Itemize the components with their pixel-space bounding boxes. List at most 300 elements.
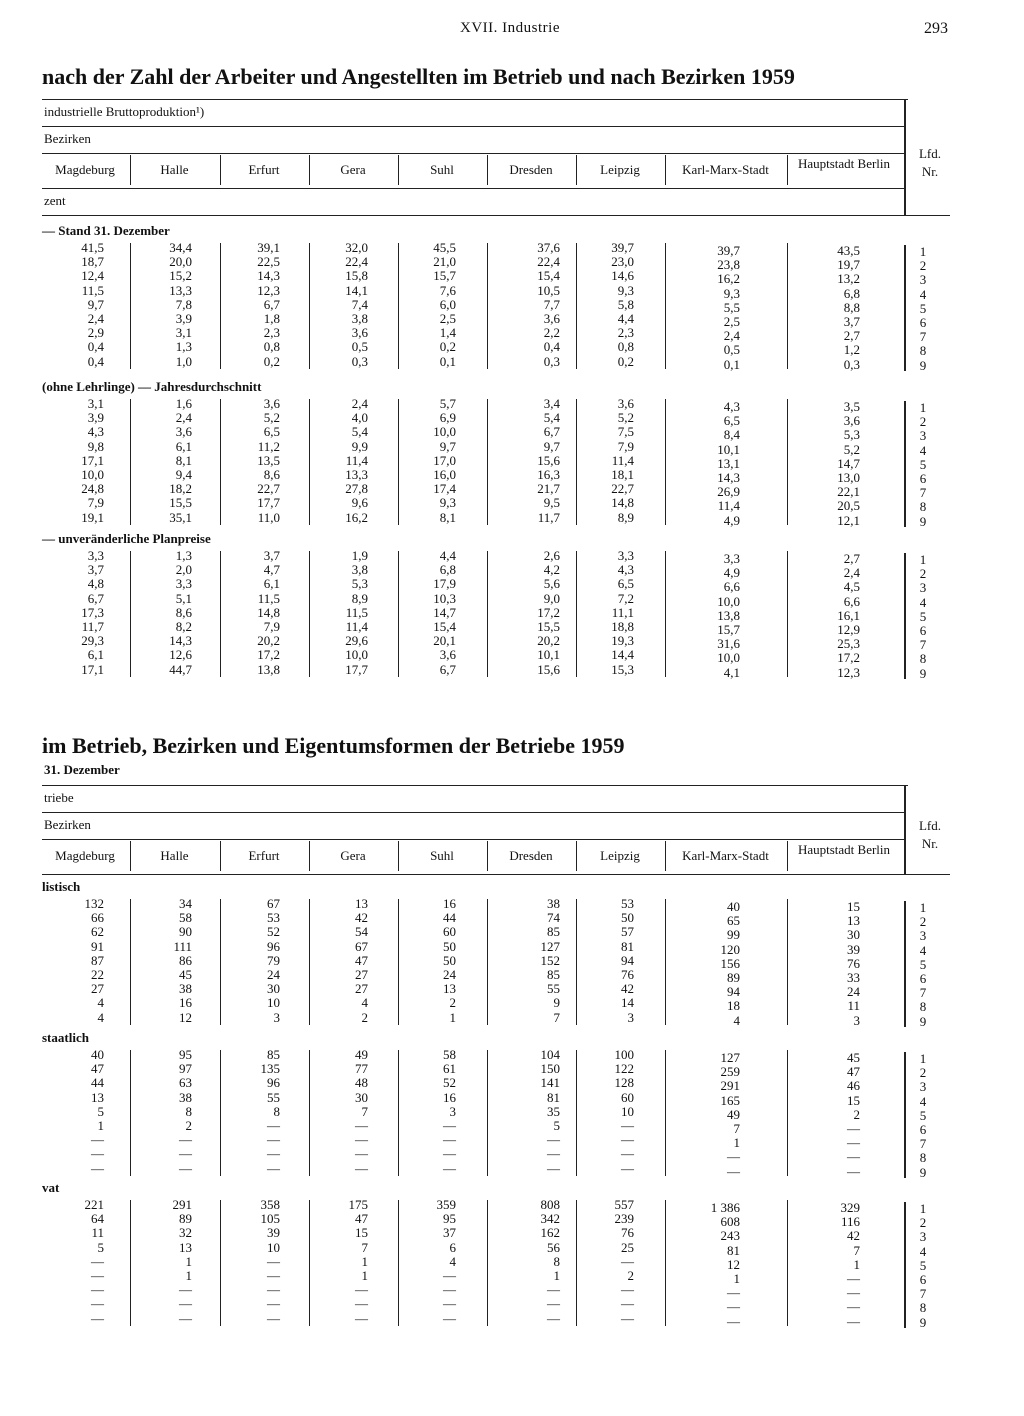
table-cell: 329: [840, 1200, 860, 1215]
table-cell: 89: [179, 1211, 192, 1227]
column-header-4: Gera: [340, 848, 366, 863]
lfd-divider: [904, 401, 906, 527]
table-cell: 8,1: [439, 509, 456, 525]
column-header-3: Erfurt: [248, 162, 280, 177]
table-cell: —: [443, 1146, 456, 1162]
column-header-divider: [576, 841, 577, 871]
row-number: 2: [919, 258, 927, 274]
table-cell: 5,2: [263, 410, 280, 426]
column-divider: [787, 1200, 788, 1326]
row-number: 4: [919, 286, 927, 302]
table-cell: 3: [449, 1103, 456, 1119]
table-cell: 25: [621, 1239, 634, 1255]
table-cell: 8,4: [723, 427, 740, 443]
table-cell: —: [91, 1282, 104, 1298]
table-cell: 8,8: [843, 299, 860, 315]
table-cell: 18,1: [611, 467, 634, 482]
table-cell: 359: [436, 1197, 456, 1212]
table-cell: —: [91, 1268, 104, 1283]
table-cell: 1: [733, 1135, 740, 1151]
row-number: 3: [919, 1079, 927, 1095]
table-cell: 14,3: [169, 633, 192, 649]
column-divider: [130, 243, 131, 369]
table-cell: 11: [847, 998, 860, 1014]
table-cell: 7,6: [439, 282, 456, 298]
column-header-divider: [487, 155, 488, 185]
table-cell: 3,4: [543, 396, 560, 411]
table-cell: 6,6: [843, 593, 860, 609]
table-cell: —: [621, 1132, 634, 1148]
row-number: 9: [919, 1314, 927, 1330]
table-cell: 162: [540, 1225, 560, 1241]
column-divider: [487, 399, 488, 525]
table-cell: 6,5: [617, 576, 634, 592]
row-number: 5: [919, 1107, 927, 1123]
table-cell: 10,0: [345, 647, 368, 663]
row-number: 9: [919, 665, 927, 681]
table-cell: 40: [91, 1047, 104, 1062]
table-cell: 85: [267, 1047, 280, 1062]
table-2-rule-2: [42, 812, 904, 813]
column-header-divider: [130, 155, 131, 185]
table-cell: 4,4: [617, 311, 634, 326]
row-number: 1: [919, 400, 927, 415]
table-cell: 10,0: [433, 424, 456, 440]
row-number: 4: [919, 1243, 927, 1259]
column-header-2: Halle: [160, 848, 189, 863]
table-cell: 0,2: [263, 353, 280, 369]
table-cell: 18,2: [169, 481, 192, 497]
section-1-title: nach der Zahl der Arbeiter und Angestellten im Betrieb und nach Bezirken 1959: [42, 64, 795, 89]
table-cell: 4,5: [843, 579, 860, 595]
table-cell: 8: [553, 1253, 560, 1269]
row-number: 2: [919, 1065, 927, 1081]
row-number: 1: [919, 244, 927, 259]
table-cell: 2,3: [617, 325, 634, 341]
table-2-rule-4: [42, 874, 950, 875]
column-divider: [665, 551, 666, 677]
table-cell: —: [443, 1282, 456, 1298]
table-cell: 2,2: [543, 325, 560, 341]
table-cell: 22,7: [611, 481, 634, 497]
table-cell: —: [547, 1132, 560, 1148]
table-cell: 13,0: [837, 470, 860, 485]
table-cell: 8,1: [175, 452, 192, 468]
table-cell: 65: [727, 913, 740, 929]
table-cell: 10,0: [717, 650, 740, 666]
table-cell: 49: [727, 1106, 740, 1122]
table-cell: 156: [720, 955, 740, 971]
table-cell: —: [621, 1253, 634, 1269]
table-cell: 152: [540, 952, 560, 968]
table-cell: 15,4: [433, 619, 456, 634]
table-cell: 10,3: [433, 590, 456, 606]
table-cell: 4: [97, 1009, 104, 1025]
table-cell: —: [547, 1296, 560, 1312]
table-cell: 74: [547, 910, 560, 926]
table-cell: 291: [720, 1078, 740, 1094]
table-2-lfd-label: Lfd.: [918, 818, 942, 833]
table-cell: 0,5: [351, 339, 368, 355]
table-cell: 4,9: [723, 512, 740, 528]
table-cell: 0,4: [87, 339, 104, 355]
row-number: 7: [919, 485, 927, 501]
table-cell: 8,9: [617, 509, 634, 525]
table-cell: 1: [97, 1118, 104, 1133]
table-cell: 6: [449, 1239, 456, 1255]
table-cell: 2: [361, 1009, 368, 1025]
table-cell: 9,7: [543, 438, 560, 454]
row-number: 7: [919, 1136, 927, 1152]
table-cell: 9: [553, 995, 560, 1011]
table-cell: 2: [449, 995, 456, 1011]
table-cell: 20,2: [537, 633, 560, 649]
table-cell: 5: [97, 1103, 104, 1119]
table-cell: 808: [540, 1197, 560, 1212]
table-cell: 239: [614, 1211, 634, 1227]
table-cell: 105: [260, 1211, 280, 1227]
table-cell: —: [179, 1310, 192, 1326]
table-cell: —: [847, 1163, 860, 1179]
table-cell: 2,5: [723, 314, 740, 329]
table-cell: 13: [443, 981, 456, 997]
table-cell: —: [847, 1121, 860, 1136]
table-cell: 0,3: [843, 356, 860, 372]
table-cell: 17,7: [257, 495, 280, 511]
column-divider: [130, 899, 131, 1025]
table-cell: 16: [443, 896, 456, 911]
row-number: 8: [919, 651, 927, 667]
column-header-5: Suhl: [430, 162, 454, 177]
table-cell: 7: [733, 1121, 740, 1136]
table-cell: 15,3: [611, 661, 634, 677]
table-cell: 2,4: [723, 328, 740, 344]
table-cell: 9,3: [723, 285, 740, 301]
row-number: 4: [919, 942, 927, 958]
table-cell: 9,4: [175, 467, 192, 482]
table-cell: 17,3: [81, 604, 104, 620]
table-cell: 27,8: [345, 481, 368, 497]
table-cell: 2,4: [175, 410, 192, 426]
table-cell: —: [547, 1282, 560, 1298]
table-cell: 11,4: [717, 498, 740, 514]
row-number: 3: [919, 580, 927, 596]
table-cell: 4: [361, 995, 368, 1011]
lfd-divider: [904, 901, 906, 1027]
table-cell: 3,6: [843, 413, 860, 429]
table-cell: 17,1: [81, 452, 104, 468]
table-cell: 47: [847, 1064, 860, 1080]
table-cell: —: [443, 1118, 456, 1133]
table-cell: 13: [355, 896, 368, 911]
column-header-6: Dresden: [509, 162, 553, 177]
column-header-divider: [398, 155, 399, 185]
table-cell: 50: [621, 910, 634, 926]
table-cell: 3,6: [617, 396, 634, 411]
column-divider: [787, 399, 788, 525]
table-cell: 4,3: [87, 424, 104, 440]
table-cell: 38: [179, 1089, 192, 1105]
column-header-3: Erfurt: [248, 848, 280, 863]
row-number: 6: [919, 1122, 927, 1137]
table-cell: —: [267, 1146, 280, 1162]
table-cell: 48: [355, 1075, 368, 1091]
table-cell: 91: [91, 938, 104, 954]
column-divider: [665, 1050, 666, 1176]
table-2-top-rule: [42, 785, 908, 786]
row-number: 9: [919, 357, 927, 373]
table-cell: 15: [847, 1092, 860, 1108]
table-cell: 2,9: [87, 325, 104, 341]
table-cell: 11: [91, 1225, 104, 1241]
table-cell: 49: [355, 1047, 368, 1062]
table-cell: 3,6: [351, 325, 368, 341]
table-cell: 8,2: [175, 619, 192, 634]
table-cell: 38: [179, 981, 192, 997]
column-header-6: Dresden: [509, 848, 553, 863]
table-cell: 8: [185, 1103, 192, 1119]
table-cell: —: [443, 1268, 456, 1283]
table-cell: 30: [267, 981, 280, 997]
table-cell: 1: [733, 1271, 740, 1286]
table-cell: 17,2: [257, 647, 280, 663]
table-cell: 43,5: [837, 243, 860, 258]
table-cell: 90: [179, 924, 192, 940]
lfd-divider: [904, 1202, 906, 1328]
table-cell: 2: [627, 1268, 634, 1283]
row-number: 8: [919, 999, 927, 1015]
table-cell: 12: [727, 1256, 740, 1272]
table-cell: 44: [443, 910, 456, 926]
column-header-divider: [787, 155, 788, 185]
table-cell: 39,7: [611, 240, 634, 255]
table-cell: 14,3: [257, 268, 280, 284]
table-cell: 2,3: [263, 325, 280, 341]
table-cell: —: [355, 1310, 368, 1326]
row-number: 9: [919, 513, 927, 529]
table-cell: —: [621, 1282, 634, 1298]
table-cell: 6,7: [263, 296, 280, 312]
table-cell: 22,4: [537, 254, 560, 270]
row-number: 4: [919, 1093, 927, 1109]
running-header: XVII. Industrie: [460, 20, 560, 36]
row-number: 5: [919, 1257, 927, 1273]
table-cell: 11,5: [345, 604, 368, 620]
table-cell: 96: [267, 1075, 280, 1091]
table-1-rule-3: [42, 153, 904, 154]
table-cell: 15: [355, 1225, 368, 1241]
table-cell: 22: [91, 967, 104, 982]
table-cell: —: [267, 1282, 280, 1298]
table-cell: 14,7: [433, 604, 456, 620]
table-2-lfd-divider: [904, 785, 906, 875]
table-cell: 12,9: [837, 622, 860, 637]
column-divider: [130, 551, 131, 677]
table-2-header-line1: triebe: [44, 790, 74, 805]
table-cell: 3,7: [263, 548, 280, 563]
column-header-divider: [309, 841, 310, 871]
table-cell: 9,3: [439, 495, 456, 511]
table-cell: 76: [621, 967, 634, 982]
table-cell: 100: [614, 1047, 634, 1062]
table-cell: 1,2: [843, 342, 860, 358]
table-cell: —: [727, 1299, 740, 1315]
table-cell: 41,5: [81, 240, 104, 255]
table-cell: 9,7: [87, 296, 104, 312]
table-cell: 17,7: [345, 661, 368, 677]
table-cell: 175: [348, 1197, 368, 1212]
table-cell: 7: [361, 1103, 368, 1119]
row-number: 6: [919, 1272, 927, 1287]
table-cell: 1,9: [351, 548, 368, 563]
table-cell: 60: [621, 1089, 634, 1105]
table-cell: 35,1: [169, 509, 192, 525]
table-cell: 21,7: [537, 481, 560, 497]
table-cell: —: [727, 1163, 740, 1179]
row-number: 6: [919, 971, 927, 986]
table-cell: —: [355, 1146, 368, 1162]
table-cell: 2,6: [543, 548, 560, 563]
table-cell: 3,3: [723, 551, 740, 566]
row-number: 3: [919, 928, 927, 944]
table-cell: 32,0: [345, 240, 368, 255]
table-cell: —: [91, 1310, 104, 1326]
table-cell: 42: [355, 910, 368, 926]
table-cell: 141: [540, 1075, 560, 1091]
table-cell: 53: [267, 910, 280, 926]
row-number: 6: [919, 315, 927, 330]
table-cell: —: [179, 1282, 192, 1298]
table-cell: —: [355, 1160, 368, 1176]
table-cell: —: [91, 1132, 104, 1148]
table-cell: 8: [273, 1103, 280, 1119]
table-cell: —: [547, 1160, 560, 1176]
table-cell: 2: [185, 1118, 192, 1133]
table-cell: 42: [847, 1228, 860, 1244]
table-cell: 128: [614, 1075, 634, 1091]
table-cell: —: [621, 1160, 634, 1176]
table-cell: 14: [621, 995, 634, 1011]
table-cell: 13,2: [837, 271, 860, 287]
table-cell: 34,4: [169, 240, 192, 255]
table-cell: 20,0: [169, 254, 192, 270]
table-cell: 1,8: [263, 311, 280, 326]
table-cell: 86: [179, 952, 192, 968]
table-cell: 12,1: [837, 512, 860, 528]
table-cell: 30: [355, 1089, 368, 1105]
table-cell: 5,3: [843, 427, 860, 443]
table-cell: 1: [853, 1256, 860, 1272]
table-cell: 14,6: [611, 268, 634, 284]
row-number: 2: [919, 1215, 927, 1231]
table-cell: 165: [720, 1092, 740, 1108]
table-cell: 44,7: [169, 661, 192, 677]
table-cell: —: [547, 1146, 560, 1162]
table-cell: 11,7: [537, 509, 560, 525]
column-header-4: Gera: [340, 162, 366, 177]
table-cell: —: [267, 1296, 280, 1312]
table-cell: 608: [720, 1214, 740, 1230]
table-cell: 13: [179, 1239, 192, 1255]
table-cell: 9,8: [87, 438, 104, 454]
table-cell: 15,5: [169, 495, 192, 511]
table-cell: 7: [361, 1239, 368, 1255]
row-number: 9: [919, 1164, 927, 1180]
row-number: 4: [919, 442, 927, 458]
table-cell: 10,1: [537, 647, 560, 663]
table-cell: 4,0: [351, 410, 368, 426]
table-cell: 53: [621, 896, 634, 911]
table-cell: 16,2: [345, 509, 368, 525]
block-label: (ohne Lehrlinge) — Jahresdurchschnitt: [42, 379, 262, 394]
section-2-subtitle: 31. Dezember: [44, 762, 120, 777]
table-cell: 62: [91, 924, 104, 940]
row-number: 4: [919, 594, 927, 610]
table-cell: 111: [173, 938, 192, 954]
table-cell: 342: [540, 1211, 560, 1227]
table-cell: —: [267, 1268, 280, 1283]
table-cell: 2,7: [843, 551, 860, 566]
table-cell: 0,8: [263, 339, 280, 355]
column-header-1: Magdeburg: [55, 848, 115, 863]
column-header-9: Hauptstadt Berlin: [797, 156, 891, 171]
table-cell: 5: [553, 1118, 560, 1133]
table-cell: 13: [847, 913, 860, 929]
table-cell: 0,8: [617, 339, 634, 355]
table-cell: 10: [621, 1103, 634, 1119]
table-cell: 95: [443, 1211, 456, 1227]
table-cell: 5,7: [439, 396, 456, 411]
lfd-divider: [904, 553, 906, 679]
block-label: — Stand 31. Dezember: [42, 223, 170, 238]
table-cell: 21,0: [433, 254, 456, 270]
table-cell: 6,1: [87, 647, 104, 663]
table-cell: —: [179, 1132, 192, 1148]
table-cell: 11,0: [257, 509, 280, 525]
table-cell: 50: [443, 952, 456, 968]
table-cell: 15,4: [537, 268, 560, 284]
table-cell: 24: [443, 967, 456, 982]
table-cell: 32: [179, 1225, 192, 1241]
table-cell: 122: [614, 1061, 634, 1077]
table-1-nr-label: Nr.: [921, 164, 939, 179]
table-cell: 13,8: [717, 607, 740, 623]
table-cell: 11,4: [611, 452, 634, 468]
table-cell: 135: [260, 1061, 280, 1077]
column-divider: [787, 899, 788, 1025]
table-cell: 47: [355, 1211, 368, 1227]
table-cell: 39,1: [257, 240, 280, 255]
table-cell: 58: [179, 910, 192, 926]
row-number: 8: [919, 343, 927, 359]
column-divider: [665, 899, 666, 1025]
column-divider: [665, 1200, 666, 1326]
table-cell: —: [847, 1135, 860, 1151]
table-cell: 13,1: [717, 455, 740, 471]
table-cell: 16: [443, 1089, 456, 1105]
table-cell: 12: [179, 1009, 192, 1025]
table-cell: 4,4: [439, 548, 456, 563]
table-cell: 5,6: [543, 576, 560, 592]
column-header-7: Leipzig: [600, 162, 640, 177]
table-cell: 22,4: [345, 254, 368, 270]
table-cell: 14,3: [717, 470, 740, 485]
table-cell: 76: [621, 1225, 634, 1241]
lfd-divider: [904, 1052, 906, 1178]
table-cell: 1,4: [439, 325, 456, 341]
table-cell: 18,8: [611, 619, 634, 634]
table-cell: 1: [553, 1268, 560, 1283]
